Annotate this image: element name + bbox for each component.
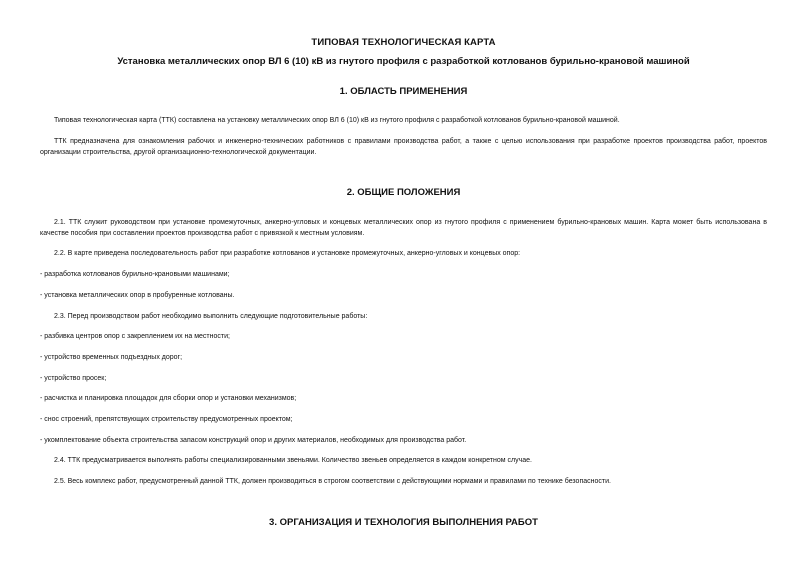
paragraph-2-2: 2.2. В карте приведена последовательность работ при разработке котлованов и установке промежуточных, анкерно-угловых и концевых опор:	[54, 250, 521, 257]
list-item: - устройство просек;	[40, 375, 107, 382]
section-1-paragraph-2: ТТК предназначена для ознакомления рабочих и инженерно-технических работников с правилами производства работ, а также с целью использования при разработке проектов производства работ, проектов организации строительства, другой организационно-технологической документации.	[40, 138, 767, 157]
list-item: - снос строений, препятствующих строительству предусмотренных проектом;	[40, 416, 293, 423]
list-item: - расчистка и планировка площадок для сборки опор и установки механизмов;	[40, 395, 297, 402]
section-2-heading: 2. ОБЩИЕ ПОЛОЖЕНИЯ	[346, 187, 461, 198]
paragraph-2-5: 2.5. Весь комплекс работ, предусмотренный данной ТТК, должен производиться в строгом соответствии с действующими нормами и правилами по технике безопасности.	[54, 478, 611, 485]
section-3-heading: 3. ОРГАНИЗАЦИЯ И ТЕХНОЛОГИЯ ВЫПОЛНЕНИЯ РАБОТ	[269, 517, 538, 528]
list-item: - разработка котлованов бурильно-крановыми машинами;	[40, 271, 230, 278]
list-item: - разбивка центров опор с закреплением их на местности;	[40, 333, 230, 340]
list-item: - укомплектование объекта строительства запасом конструкций опор и других материалов, необходимых для производства работ.	[40, 437, 467, 444]
list-item: - устройство временных подъездных дорог;	[40, 354, 183, 361]
document-title: ТИПОВАЯ ТЕХНОЛОГИЧЕСКАЯ КАРТА	[311, 37, 496, 48]
section-1-paragraph-1: Типовая технологическая карта (ТТК) составлена на установку металлических опор ВЛ 6 (10) кВ из гнутого профиля с разработкой котлованов бурильно-крановой машиной.	[54, 117, 620, 124]
paragraph-2-3: 2.3. Перед производством работ необходимо выполнить следующие подготовительные работы:	[54, 313, 368, 320]
document-subtitle: Установка металлических опор ВЛ 6 (10) кВ из гнутого профиля с разработкой котлованов бурильно-крановой машиной	[117, 56, 690, 67]
section-1-heading: 1. ОБЛАСТЬ ПРИМЕНЕНИЯ	[339, 86, 468, 97]
paragraph-2-4: 2.4. ТТК предусматривается выполнять работы специализированными звеньями. Количество звеньев определяется в каждом конкретном случае.	[54, 457, 532, 464]
list-item: - установка металлических опор в пробуренные котлованы.	[40, 292, 235, 299]
paragraph-2-1: 2.1. ТТК служит руководством при установке промежуточных, анкерно-угловых и концевых металлических опор из гнутого профиля с применением бурильно-крановых машин. Карта может быть использована в качестве пособия при составлении проектов производства работ с привязкой к местным условиям.	[40, 219, 767, 238]
